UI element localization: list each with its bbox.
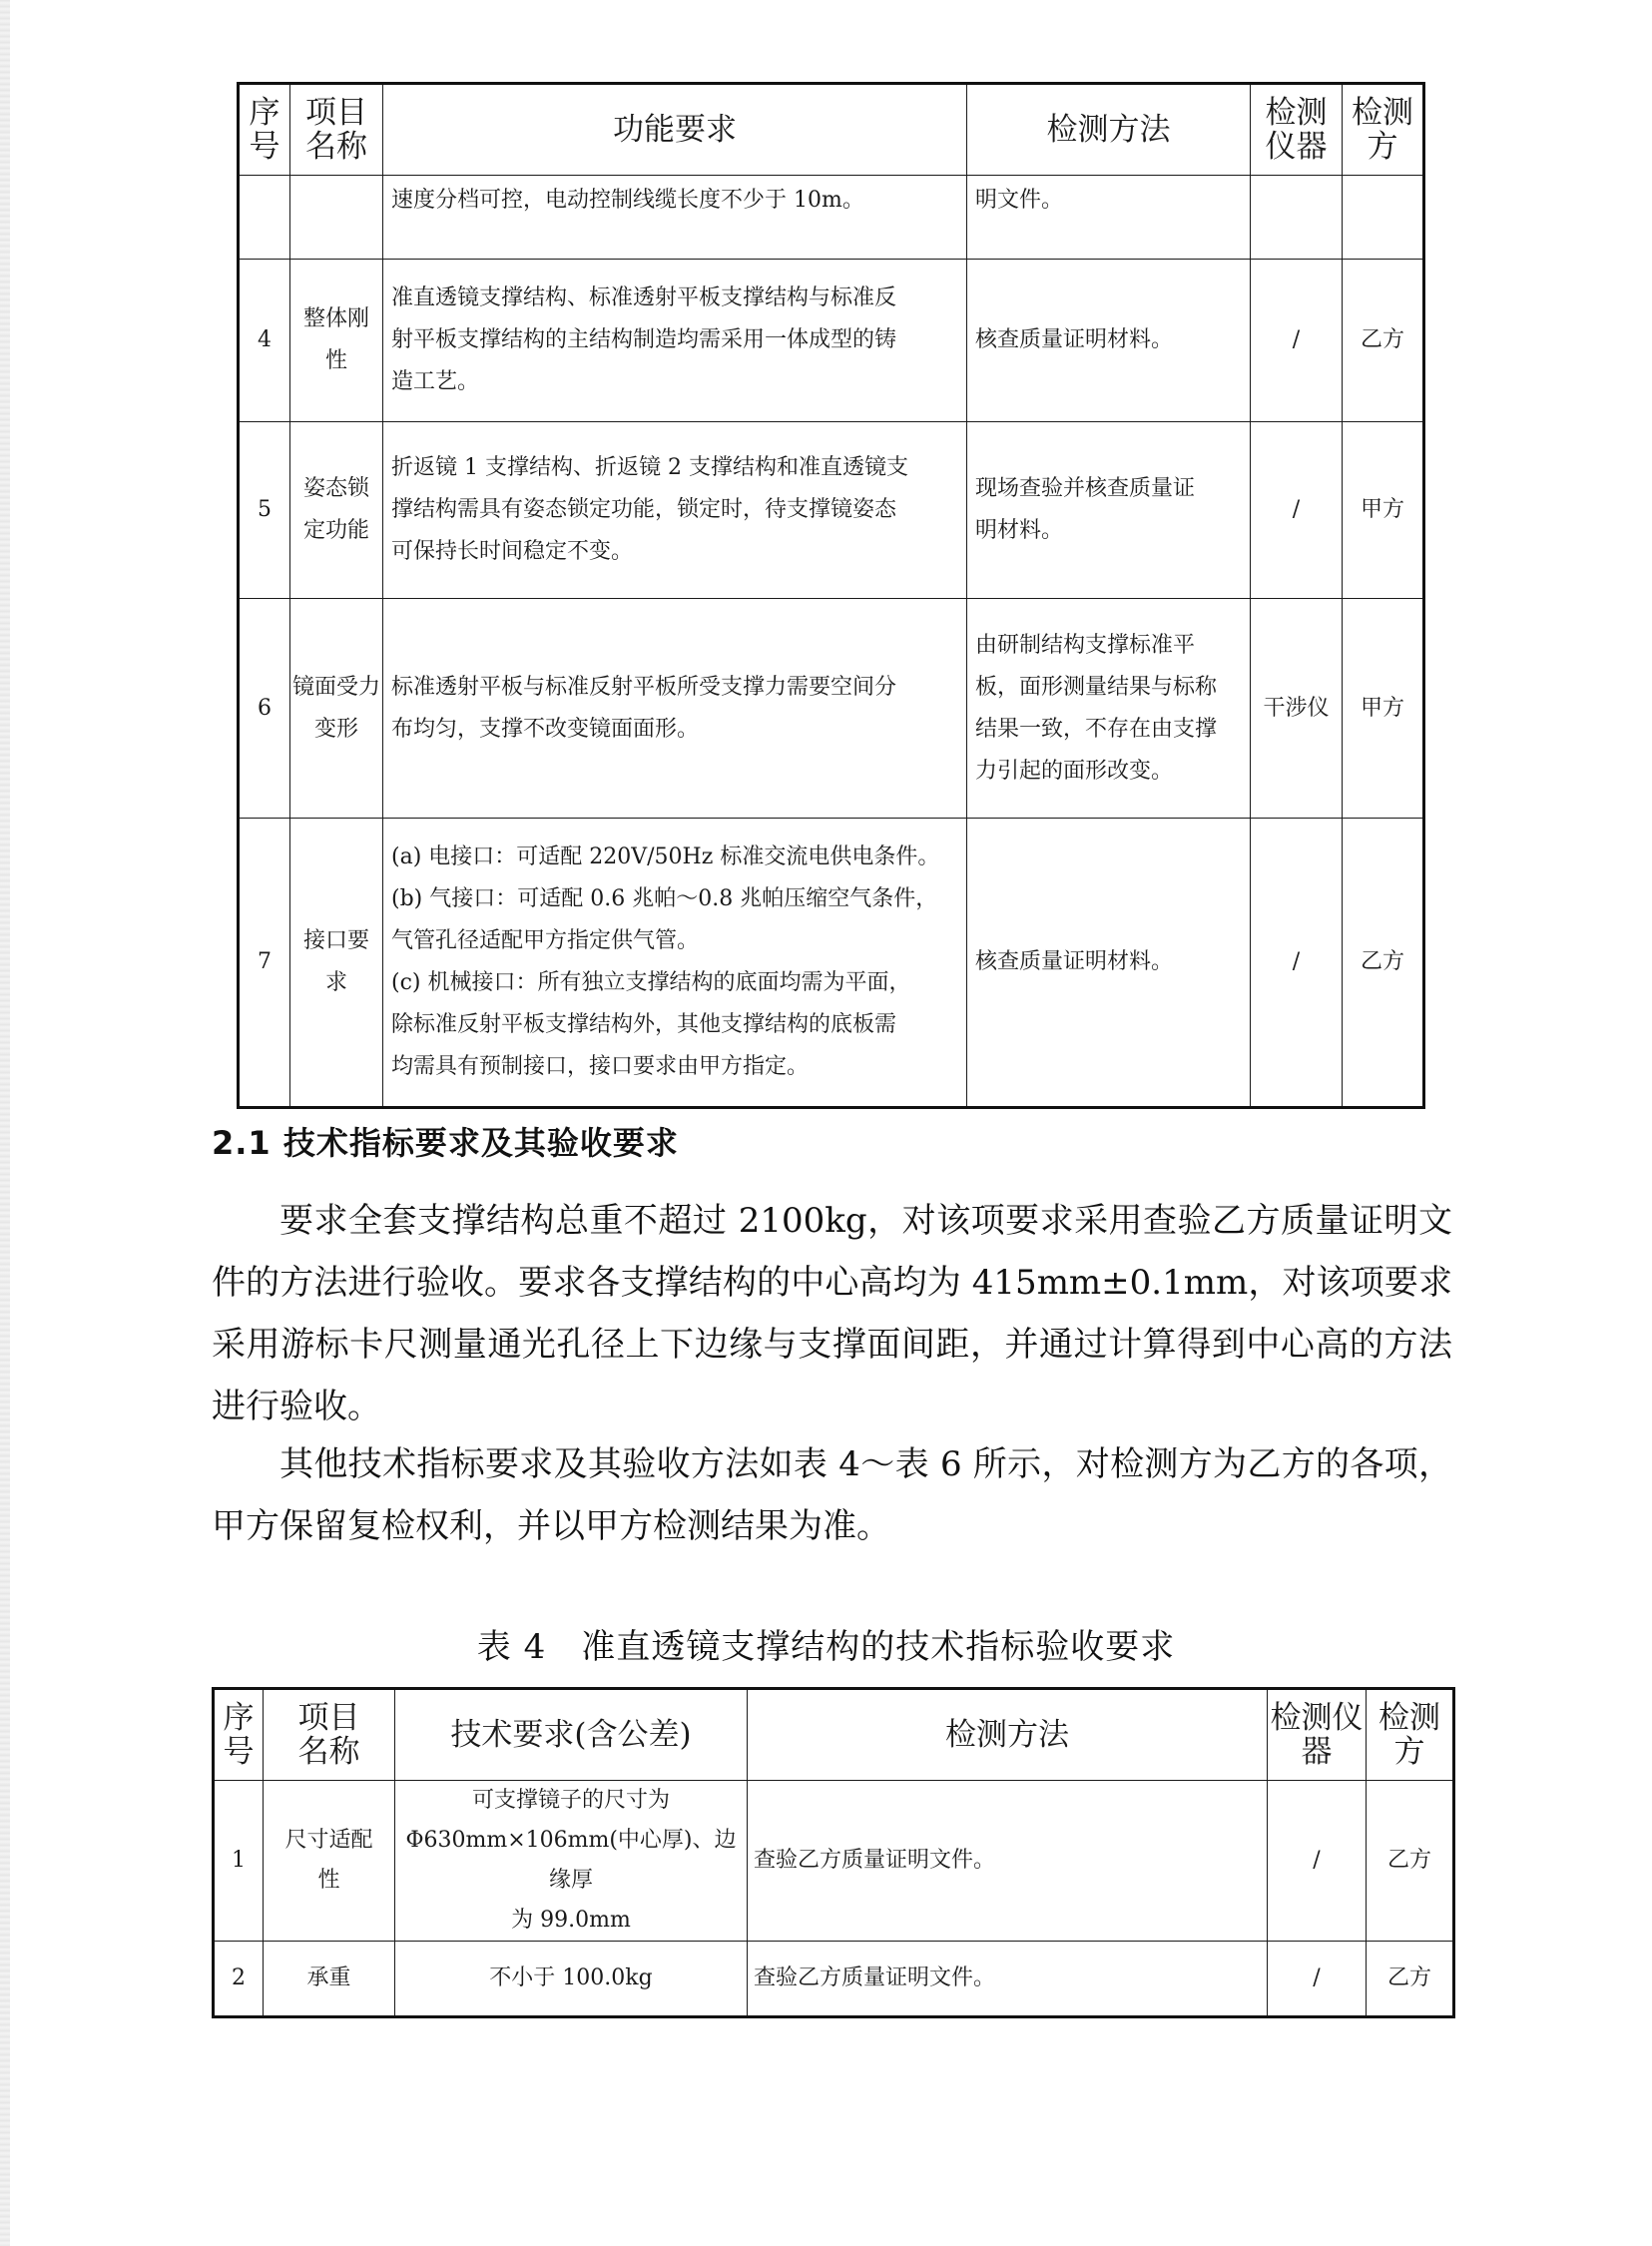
method-line: 现场查验并核查质量证 — [975, 476, 1196, 501]
requirement-line: (b) 气接口：可适配 0.6 兆帕～0.8 兆帕压缩空气条件， — [391, 886, 938, 911]
requirement-line: 可支撑镜子的尺寸为 — [471, 1788, 670, 1813]
requirement-line: 不小于 100.0kg — [489, 1965, 653, 1990]
row-instrument: / — [1268, 1781, 1367, 1942]
row-method — [967, 599, 1251, 819]
header-instrument: 检测仪器 — [1251, 84, 1343, 176]
row-method: 查验乙方质量证明文件。 — [748, 1942, 1268, 2017]
row-party: 乙方 — [1343, 260, 1424, 422]
row-name: 镜面受力变形 — [290, 599, 383, 819]
row-no: 4 — [239, 260, 290, 422]
row-party — [1343, 176, 1424, 260]
row-name: 姿态锁定功能 — [290, 422, 383, 599]
row-no: 2 — [214, 1942, 264, 2017]
row-name — [290, 176, 383, 260]
requirement-line: 射平板支撑结构的主结构制造均需采用一体成型的铸 — [391, 327, 897, 352]
header-party: 检测方 — [1343, 84, 1424, 176]
requirement-line: 准直透镜支撑结构、标准透射平板支撑结构与标准反 — [391, 285, 897, 310]
row-name: 接口要求 — [290, 819, 383, 1108]
requirement-line: 造工艺。 — [391, 369, 480, 394]
row-requirement — [395, 1781, 748, 1942]
requirement-line: (a) 电接口：可适配 220V/50Hz 标准交流电供电条件。 — [391, 844, 940, 869]
header-no: 序号 — [214, 1689, 264, 1781]
table-row — [214, 1942, 1454, 2017]
row-requirement — [383, 176, 967, 260]
row-requirement — [383, 260, 967, 422]
row-no: 5 — [239, 422, 290, 599]
row-method — [967, 176, 1251, 260]
row-method: 查验乙方质量证明文件。 — [748, 1781, 1268, 1942]
function-requirements-table — [237, 82, 1425, 1109]
method-line: 核查质量证明材料。 — [975, 327, 1174, 352]
row-party: 乙方 — [1367, 1942, 1454, 2017]
table-row — [239, 599, 1424, 819]
row-instrument — [1251, 176, 1343, 260]
row-party: 甲方 — [1343, 599, 1424, 819]
requirement-line: 除标准反射平板支撑结构外，其他支撑结构的底板需 — [391, 1012, 897, 1037]
scan-edge — [0, 0, 10, 2246]
requirement-line: 折返镜 1 支撑结构、折返镜 2 支撑结构和准直透镜支 — [391, 455, 908, 480]
method-line: 明材料。 — [975, 518, 1064, 543]
method-line: 结果一致，不存在由支撑 — [975, 716, 1218, 742]
row-requirement — [395, 1942, 748, 2017]
row-party: 甲方 — [1343, 422, 1424, 599]
method-line: 板，面形测量结果与标称 — [975, 674, 1218, 700]
row-no: 1 — [214, 1781, 264, 1942]
technical-indicators-table — [212, 1687, 1455, 2018]
requirement-line: 可保持长时间稳定不变。 — [391, 539, 634, 564]
row-name: 承重 — [264, 1942, 395, 2017]
requirement-line: 气管孔径适配甲方指定供气管。 — [391, 928, 700, 953]
method-line: 核查质量证明材料。 — [975, 949, 1174, 974]
header-requirement: 功能要求 — [383, 84, 967, 176]
table-row — [239, 819, 1424, 1108]
table-row — [239, 422, 1424, 599]
header-no: 序号 — [239, 84, 290, 176]
method-line: 力引起的面形改变。 — [975, 758, 1174, 784]
paragraph-other-indicators: 其他技术指标要求及其验收方法如表 4～表 6 所示，对检测方为乙方的各项，甲方保留复检权利，并以甲方检测结果为准。 — [212, 1444, 1452, 1546]
row-no: 7 — [239, 819, 290, 1108]
row-method — [967, 819, 1251, 1108]
row-requirement — [383, 599, 967, 819]
header-instrument: 检测仪器 — [1268, 1689, 1367, 1781]
requirement-line: 速度分档可控，电动控制线缆长度不少于 10m。 — [391, 188, 864, 213]
method-line: 明文件。 — [975, 188, 1064, 213]
section-heading: 2.1 技术指标要求及其验收要求 — [212, 1124, 679, 1162]
header-name: 项目名称 — [290, 84, 383, 176]
requirement-line: 为 99.0mm — [511, 1908, 631, 1933]
table-caption: 表 4 准直透镜支撑结构的技术指标验收要求 — [476, 1627, 1176, 1667]
row-instrument: / — [1268, 1942, 1367, 2017]
row-requirement — [383, 422, 967, 599]
header-party: 检测方 — [1367, 1689, 1454, 1781]
header-method: 检测方法 — [967, 84, 1251, 176]
method-line: 由研制结构支撑标准平 — [975, 632, 1196, 658]
row-requirement — [383, 819, 967, 1108]
header-method: 检测方法 — [748, 1689, 1268, 1781]
table-row — [214, 1781, 1454, 1942]
row-party: 乙方 — [1367, 1781, 1454, 1942]
row-no: 6 — [239, 599, 290, 819]
row-instrument: 干涉仪 — [1251, 599, 1343, 819]
header-requirement: 技术要求(含公差) — [395, 1689, 748, 1781]
row-name: 尺寸适配性 — [264, 1781, 395, 1942]
requirement-line: (c) 机械接口：所有独立支撑结构的底面均需为平面， — [391, 970, 911, 995]
row-instrument: / — [1251, 422, 1343, 599]
row-party: 乙方 — [1343, 819, 1424, 1108]
header-name: 项目名称 — [264, 1689, 395, 1781]
row-name: 整体刚性 — [290, 260, 383, 422]
row-no — [239, 176, 290, 260]
table-row — [239, 260, 1424, 422]
requirement-line: 标准透射平板与标准反射平板所受支撑力需要空间分 — [391, 674, 897, 700]
table-header-row — [214, 1689, 1454, 1781]
row-instrument: / — [1251, 819, 1343, 1108]
requirement-line: 撑结构需具有姿态锁定功能，锁定时，待支撑镜姿态 — [391, 497, 897, 522]
row-instrument: / — [1251, 260, 1343, 422]
requirement-line: 布均匀，支撑不改变镜面面形。 — [391, 716, 700, 742]
table-header-row — [239, 84, 1424, 176]
row-method — [967, 422, 1251, 599]
requirement-line: 均需具有预制接口，接口要求由甲方指定。 — [391, 1054, 810, 1079]
requirement-line: Φ630mm×106mm(中心厚)、边缘厚 — [405, 1828, 737, 1893]
paragraph-weight-center-height: 要求全套支撑结构总重不超过 2100kg，对该项要求采用查验乙方质量证明文件的方法进行验收。要求各支撑结构的中心高均为 415mm±0.1mm，对该项要求采用游标卡尺测量通光孔径上下边缘与支撑面间距，并通过计算得到中心高的方法进行验收。 — [212, 1201, 1452, 1426]
table-row — [239, 176, 1424, 260]
row-method — [967, 260, 1251, 422]
